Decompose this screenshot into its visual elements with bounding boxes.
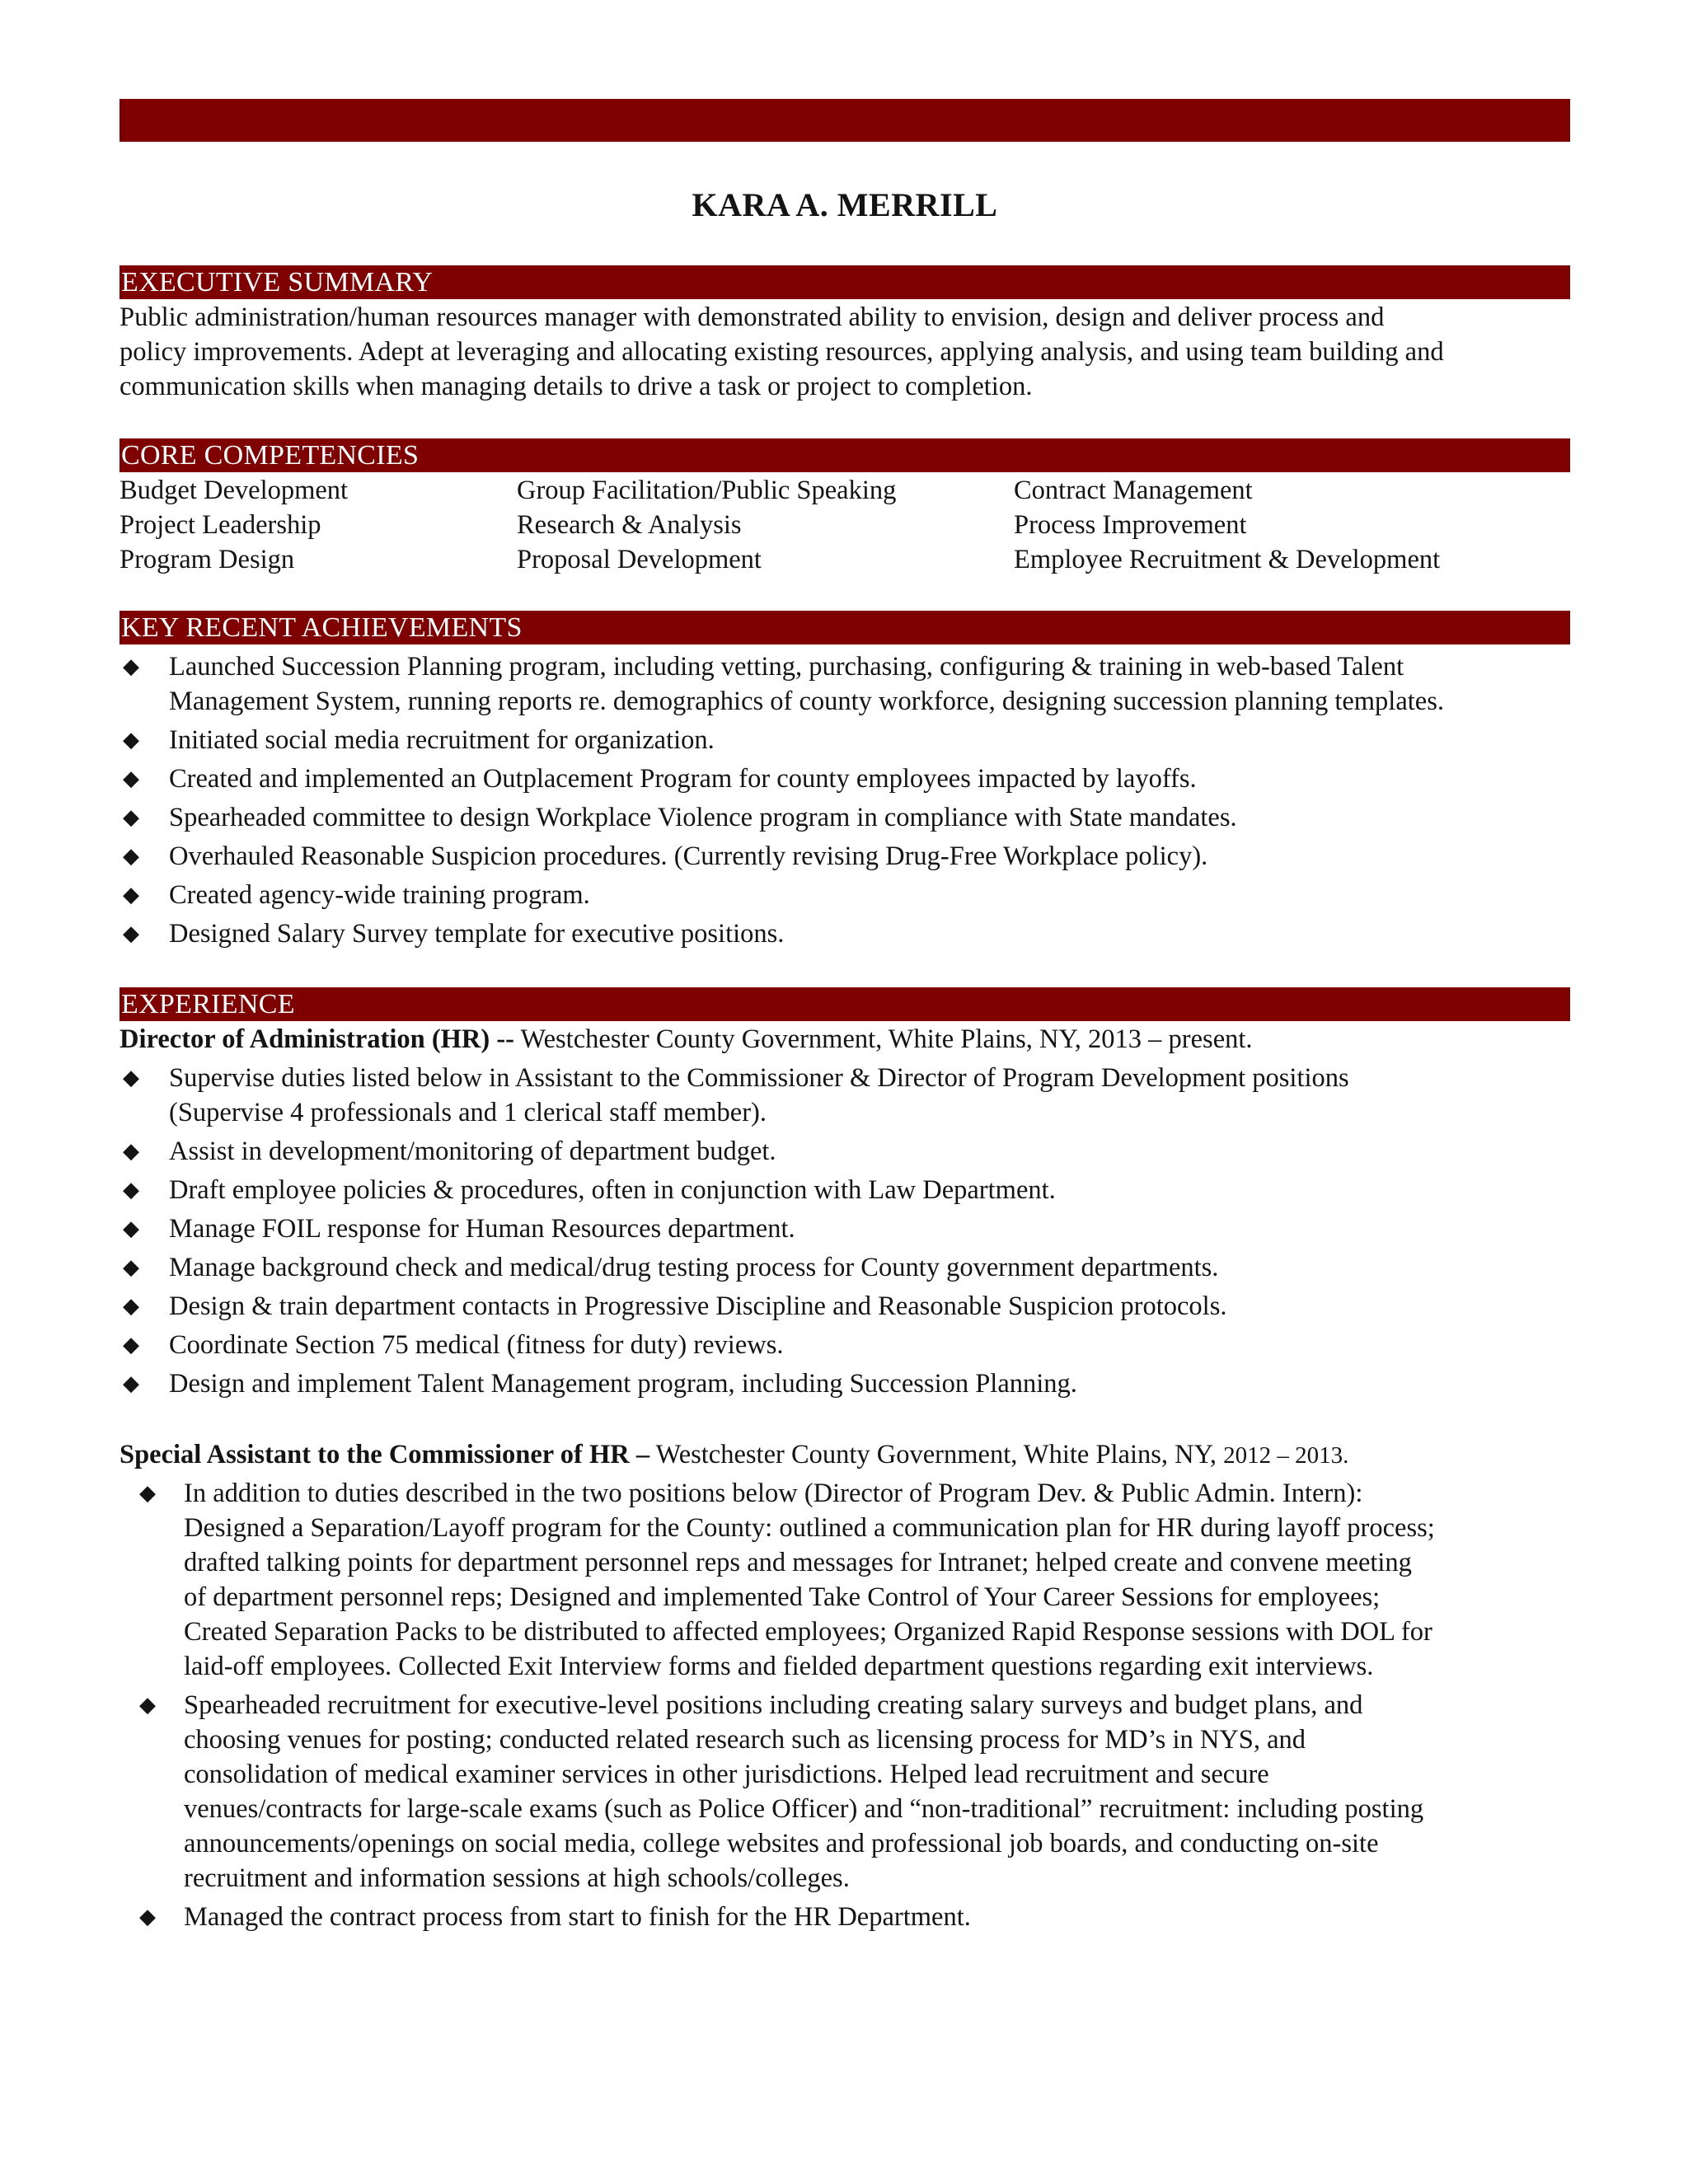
diamond-bullet-icon: ◆ (123, 766, 139, 790)
header-rule (120, 99, 1570, 142)
competency-column (120, 473, 348, 577)
competency-item: Process Improvement (1014, 510, 1247, 540)
competency-item: Employee Recruitment & Development (1014, 545, 1441, 574)
competency-item: Proposal Development (517, 545, 762, 574)
diamond-bullet-icon: ◆ (123, 1294, 139, 1318)
achievements-list (120, 649, 1570, 955)
diamond-bullet-icon: ◆ (123, 883, 139, 907)
diamond-bullet-icon: ◆ (123, 1178, 139, 1202)
competency-item: Program Design (120, 545, 295, 574)
diamond-bullet-icon: ◆ (123, 1066, 139, 1090)
list-item: ◆ Created agency-wide training program. (120, 878, 1570, 912)
section-header-achievements: KEY RECENT ACHIEVEMENTS (120, 611, 1570, 644)
list-item: ◆ In addition to duties described in the two positions below (Director of Program Dev. & Public Admin. Intern): Designed a Separation/Layoff program for the County: outlined a communication plan for HR during layoff process; drafted talking points for department personnel reps and messages for Intranet; helped create and convene meeting of department personnel reps; Designed and implemented Take Control of Your Career Sessions for employees; Created Separation Packs to be distributed to affected employees; Organized Rapid Response sessions with DOL for laid-off employees. Collected Exit Interview forms and fielded department questions regarding exit interviews. (120, 1476, 1570, 1684)
competency-item: Project Leadership (120, 510, 321, 540)
competency-item: Group Facilitation/Public Speaking (517, 476, 897, 505)
list-item: ◆ Created and implemented an Outplacement Program for county employees impacted by layoffs. (120, 762, 1570, 796)
list-item: ◆ Manage background check and medical/drug testing process for County government departments. (120, 1250, 1570, 1285)
list-item: ◆ Supervise duties listed below in Assistant to the Commissioner & Director of Program Development positions (Supervise 4 professionals and 1 clerical staff member). (120, 1061, 1570, 1130)
diamond-bullet-icon: ◆ (123, 805, 139, 829)
diamond-bullet-icon: ◆ (123, 1255, 139, 1279)
diamond-bullet-icon: ◆ (139, 1481, 156, 1505)
job-title: Special Assistant to the Commissioner of HR – (120, 1440, 650, 1469)
list-item: ◆ Launched Succession Planning program, including vetting, purchasing, configuring & training in web-based Talent Management System, running reports re. demographics of county workforce, designing succession planning templates. (120, 649, 1570, 719)
diamond-bullet-icon: ◆ (123, 1139, 139, 1163)
list-item: ◆ Design and implement Talent Management program, including Succession Planning. (120, 1366, 1570, 1401)
section-header-experience: EXPERIENCE (120, 987, 1570, 1021)
diamond-bullet-icon: ◆ (123, 1216, 139, 1240)
section-header-competencies: CORE COMPETENCIES (120, 438, 1570, 472)
list-item: ◆ Managed the contract process from start to finish for the HR Department. (120, 1900, 1570, 1934)
candidate-name: KARA A. MERRILL (692, 186, 998, 223)
list-item: ◆ Design & train department contacts in Progressive Discipline and Reasonable Suspicion protocols. (120, 1289, 1570, 1324)
diamond-bullet-icon: ◆ (123, 921, 139, 945)
diamond-bullet-icon: ◆ (139, 1693, 156, 1717)
job-duties-list (120, 1061, 1570, 1405)
list-item: ◆ Assist in development/monitoring of department budget. (120, 1134, 1570, 1169)
list-item: ◆ Spearheaded recruitment for executive-level positions including creating salary surveys and budget plans, and choosing venues for posting; conducted related research such as licensing process for MD’s in NYS, and consolidation of medical examiner services in other jurisdictions. Helped lead recruitment and secure venues/contracts for large-scale exams (such as Police Officer) and “non-traditional” recruitment: including posting announcements/openings on social media, college websites and professional job boards, and conducting on-site recruitment and information sessions at high schools/colleges. (120, 1688, 1570, 1896)
job-duties-list (120, 1476, 1570, 1938)
list-item: ◆ Manage FOIL response for Human Resources department. (120, 1212, 1570, 1246)
competency-column (1014, 473, 1440, 577)
summary-line: communication skills when managing details to drive a task or project to completion. (120, 372, 1033, 401)
diamond-bullet-icon: ◆ (123, 1333, 139, 1357)
list-item: ◆ Coordinate Section 75 medical (fitness for duty) reviews. (120, 1328, 1570, 1362)
job-title: Director of Administration (HR) -- (120, 1024, 514, 1054)
list-item: ◆ Draft employee policies & procedures, often in conjunction with Law Department. (120, 1173, 1570, 1207)
diamond-bullet-icon: ◆ (123, 654, 139, 678)
job-dates: 2012 – 2013. (1223, 1442, 1349, 1469)
summary-line: policy improvements. Adept at leveraging and allocating existing resources, applying analysis, and using team building and (120, 337, 1444, 367)
list-item: ◆ Overhauled Reasonable Suspicion procedures. (Currently revising Drug-Free Workplace policy). (120, 839, 1570, 874)
list-item: ◆ Designed Salary Survey template for executive positions. (120, 916, 1570, 951)
summary-text (120, 300, 1570, 404)
competency-column (517, 473, 896, 577)
section-header-summary: EXECUTIVE SUMMARY (120, 265, 1570, 299)
summary-line: Public administration/human resources manager with demonstrated ability to envision, design and deliver process and (120, 302, 1385, 332)
competency-item: Contract Management (1014, 476, 1253, 505)
diamond-bullet-icon: ◆ (123, 1371, 139, 1395)
job-org: Westchester County Government, White Plains, NY, 2013 – present. (514, 1024, 1253, 1054)
competency-item: Research & Analysis (517, 510, 742, 540)
list-item: ◆ Spearheaded committee to design Workplace Violence program in compliance with State mandates. (120, 800, 1570, 835)
job-org: Westchester County Government, White Plains, NY, (649, 1440, 1224, 1469)
diamond-bullet-icon: ◆ (139, 1905, 156, 1929)
job-heading (120, 1437, 1570, 1473)
job-heading (120, 1022, 1570, 1057)
diamond-bullet-icon: ◆ (123, 728, 139, 752)
list-item: ◆ Initiated social media recruitment for organization. (120, 723, 1570, 757)
competency-item: Budget Development (120, 476, 349, 505)
diamond-bullet-icon: ◆ (123, 844, 139, 868)
